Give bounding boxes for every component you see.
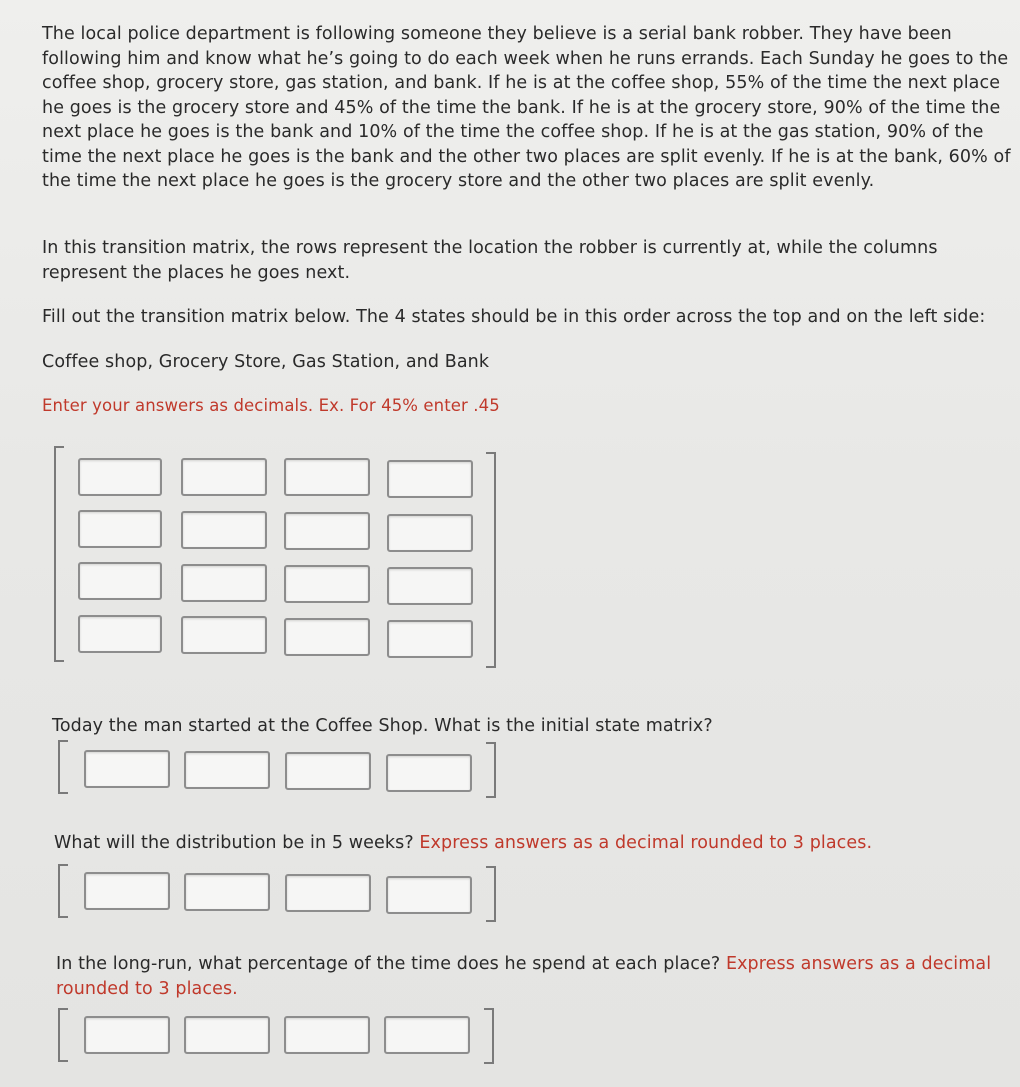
matrix-cell-r3-c3[interactable] (284, 565, 370, 603)
matrix-cell-r2-c4[interactable] (387, 514, 473, 552)
long-run-left-bracket (58, 1008, 68, 1062)
initial-state-question: Today the man started at the Coffee Shop. What is the initial state matrix? (52, 716, 713, 736)
initial-right-bracket (486, 742, 496, 798)
long-run-right-bracket (484, 1008, 494, 1064)
matrix-cell-r4-c2[interactable] (181, 616, 267, 654)
matrix-cell-r1-c4[interactable] (387, 460, 473, 498)
long-run-grocery-input[interactable] (184, 1016, 270, 1054)
matrix-cell-r2-c1[interactable] (78, 510, 162, 548)
matrix-cell-r4-c1[interactable] (78, 615, 162, 653)
initial-state-bank-input[interactable] (386, 754, 472, 792)
matrix-explanation: In this transition matrix, the rows represent the location the robber is currently at, while the columns represent the places he goes next. (42, 238, 938, 283)
matrix-cell-r3-c4[interactable] (387, 567, 473, 605)
matrix-left-bracket (54, 446, 64, 662)
long-run-coffee-input[interactable] (84, 1016, 170, 1054)
matrix-cell-r3-c2[interactable] (181, 564, 267, 602)
long-run-gas-input[interactable] (284, 1016, 370, 1054)
five-weeks-right-bracket (486, 866, 496, 922)
fill-instructions: Fill out the transition matrix below. The 4 states should be in this order across the top and on the left side: (42, 307, 986, 327)
long-run-question (56, 952, 996, 1001)
long-run-bank-input[interactable] (384, 1016, 470, 1054)
states-order: Coffee shop, Grocery Store, Gas Station, and Bank (42, 352, 490, 372)
matrix-cell-r1-c2[interactable] (181, 458, 267, 496)
problem-statement: The local police department is following someone they believe is a serial bank robber. They have been following him and know what he’s going to do each week when he runs errands. Each Sunday he goes to the coffee shop, grocery store, gas station, and bank. If he is at the coffee shop, 55% of the time the next place he goes is the grocery store and 45% of the time the bank. If he is at the grocery store, 90% of the time the next place he goes is the bank and 10% of the time the coffee shop. If he is at the gas station, 90% of the time the next place he goes is the bank and the other two places are split evenly. If he is at the bank, 60% of the time the next place he goes is the grocery store and the other two places are split evenly. (42, 24, 1011, 191)
five-weeks-left-bracket (58, 864, 68, 918)
decimal-hint: Enter your answers as decimals. Ex. For 45% enter .45 (42, 396, 500, 415)
five-weeks-coffee-input[interactable] (84, 872, 170, 910)
matrix-right-bracket (486, 452, 496, 668)
initial-state-gas-input[interactable] (285, 752, 371, 790)
five-weeks-question-text: What will the distribution be in 5 weeks? (54, 833, 414, 853)
five-weeks-question (54, 831, 1020, 856)
five-weeks-bank-input[interactable] (386, 876, 472, 914)
matrix-cell-r2-c2[interactable] (181, 511, 267, 549)
matrix-cell-r2-c3[interactable] (284, 512, 370, 550)
matrix-cell-r3-c1[interactable] (78, 562, 162, 600)
five-weeks-grocery-input[interactable] (184, 873, 270, 911)
five-weeks-gas-input[interactable] (285, 874, 371, 912)
matrix-cell-r1-c1[interactable] (78, 458, 162, 496)
matrix-cell-r4-c3[interactable] (284, 618, 370, 656)
long-run-question-text: In the long-run, what percentage of the time does he spend at each place? (56, 954, 721, 974)
long-run-instruction: Express answers as a decimal rounded to 3 places. (56, 954, 992, 999)
matrix-cell-r4-c4[interactable] (387, 620, 473, 658)
initial-left-bracket (58, 740, 68, 794)
five-weeks-instruction: Express answers as a decimal rounded to 3 places. (419, 833, 873, 853)
initial-state-coffee-input[interactable] (84, 750, 170, 788)
matrix-cell-r1-c3[interactable] (284, 458, 370, 496)
initial-state-grocery-input[interactable] (184, 751, 270, 789)
